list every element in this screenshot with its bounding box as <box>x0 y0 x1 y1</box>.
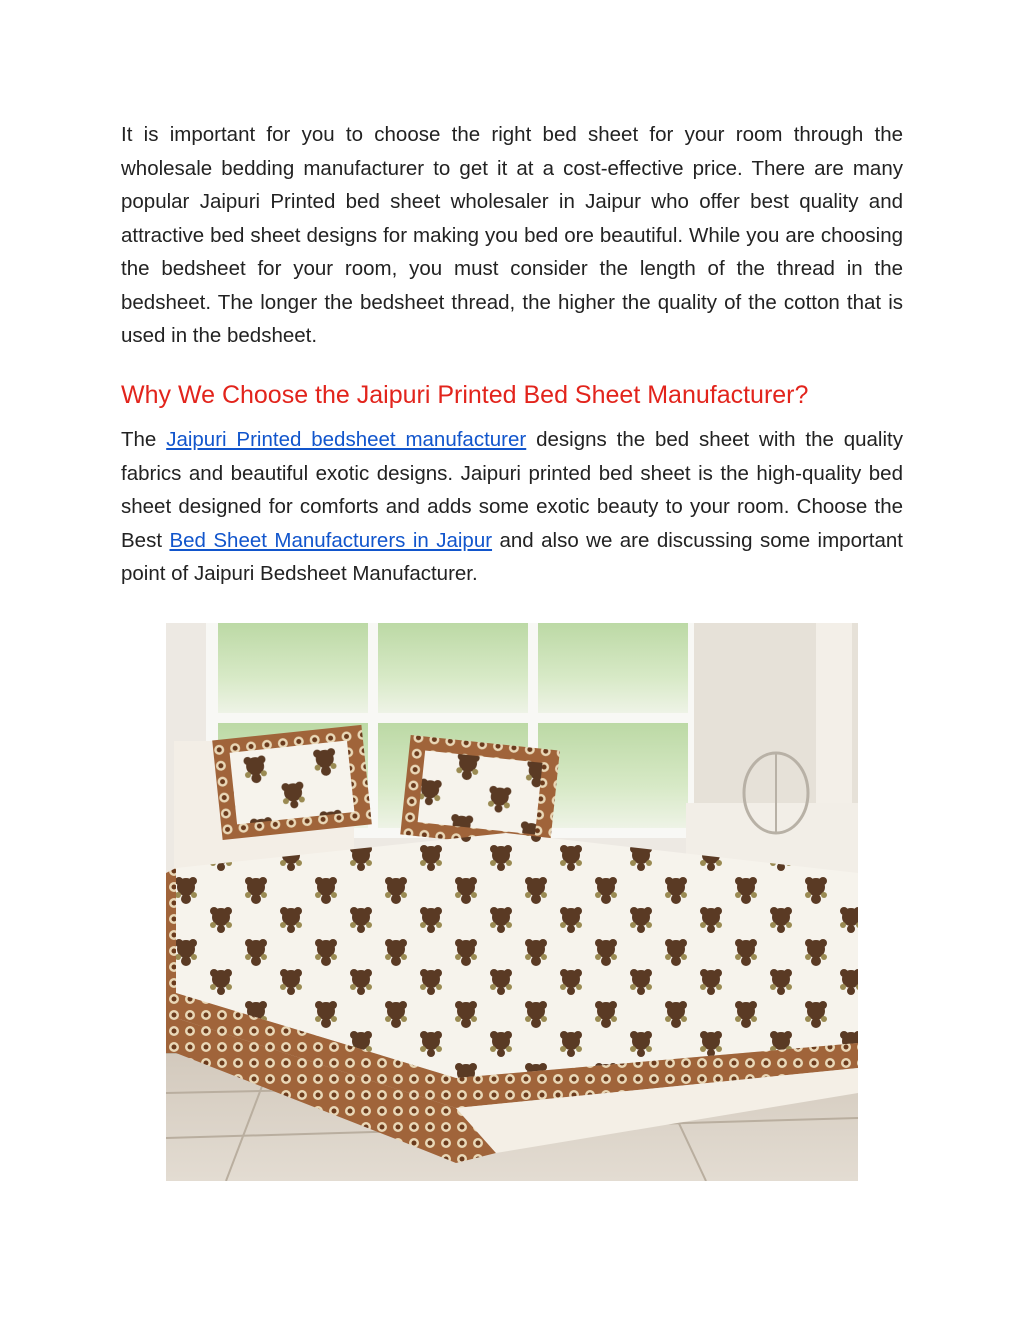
paragraph-text-start: The <box>121 428 157 451</box>
section-heading: Why We Choose the Jaipuri Printed Bed Sheet Manufacturer? <box>121 381 809 409</box>
bed-sheet-manufacturers-jaipur-link[interactable]: Bed Sheet Manufacturers in Jaipur <box>169 528 493 552</box>
bedroom-photo <box>166 623 858 1181</box>
paragraph-text-middle: designs the bed sheet with the quality fabrics and beautiful exotic designs. Jaipuri printed bed sheet is the high-quality bed sheet designed for comforts and adds some exotic beauty to your room. Choose the Best <box>121 428 903 552</box>
jaipuri-bedsheet-manufacturer-link[interactable]: Jaipuri Printed bedsheet manufacturer <box>166 428 527 451</box>
intro-paragraph: It is important for you to choose the right bed sheet for your room through the wholesale bedding manufacturer to get it at a cost-effective price. There are many popular Jaipuri Printed bed sheet wholesaler in Jaipur who offer best quality and attractive bed sheet designs for making you bed ore beautiful. While you are choosing the bedsheet for your room, you must consider the length of the thread in the bedsheet. The longer the bedsheet thread, the higher the quality of the cotton that is used in the bedsheet. <box>121 123 903 347</box>
paragraph-text-end: and also we are discussing some important point of Jaipuri Bedsheet Manufacturer. <box>121 528 903 585</box>
section-paragraph <box>121 423 903 591</box>
